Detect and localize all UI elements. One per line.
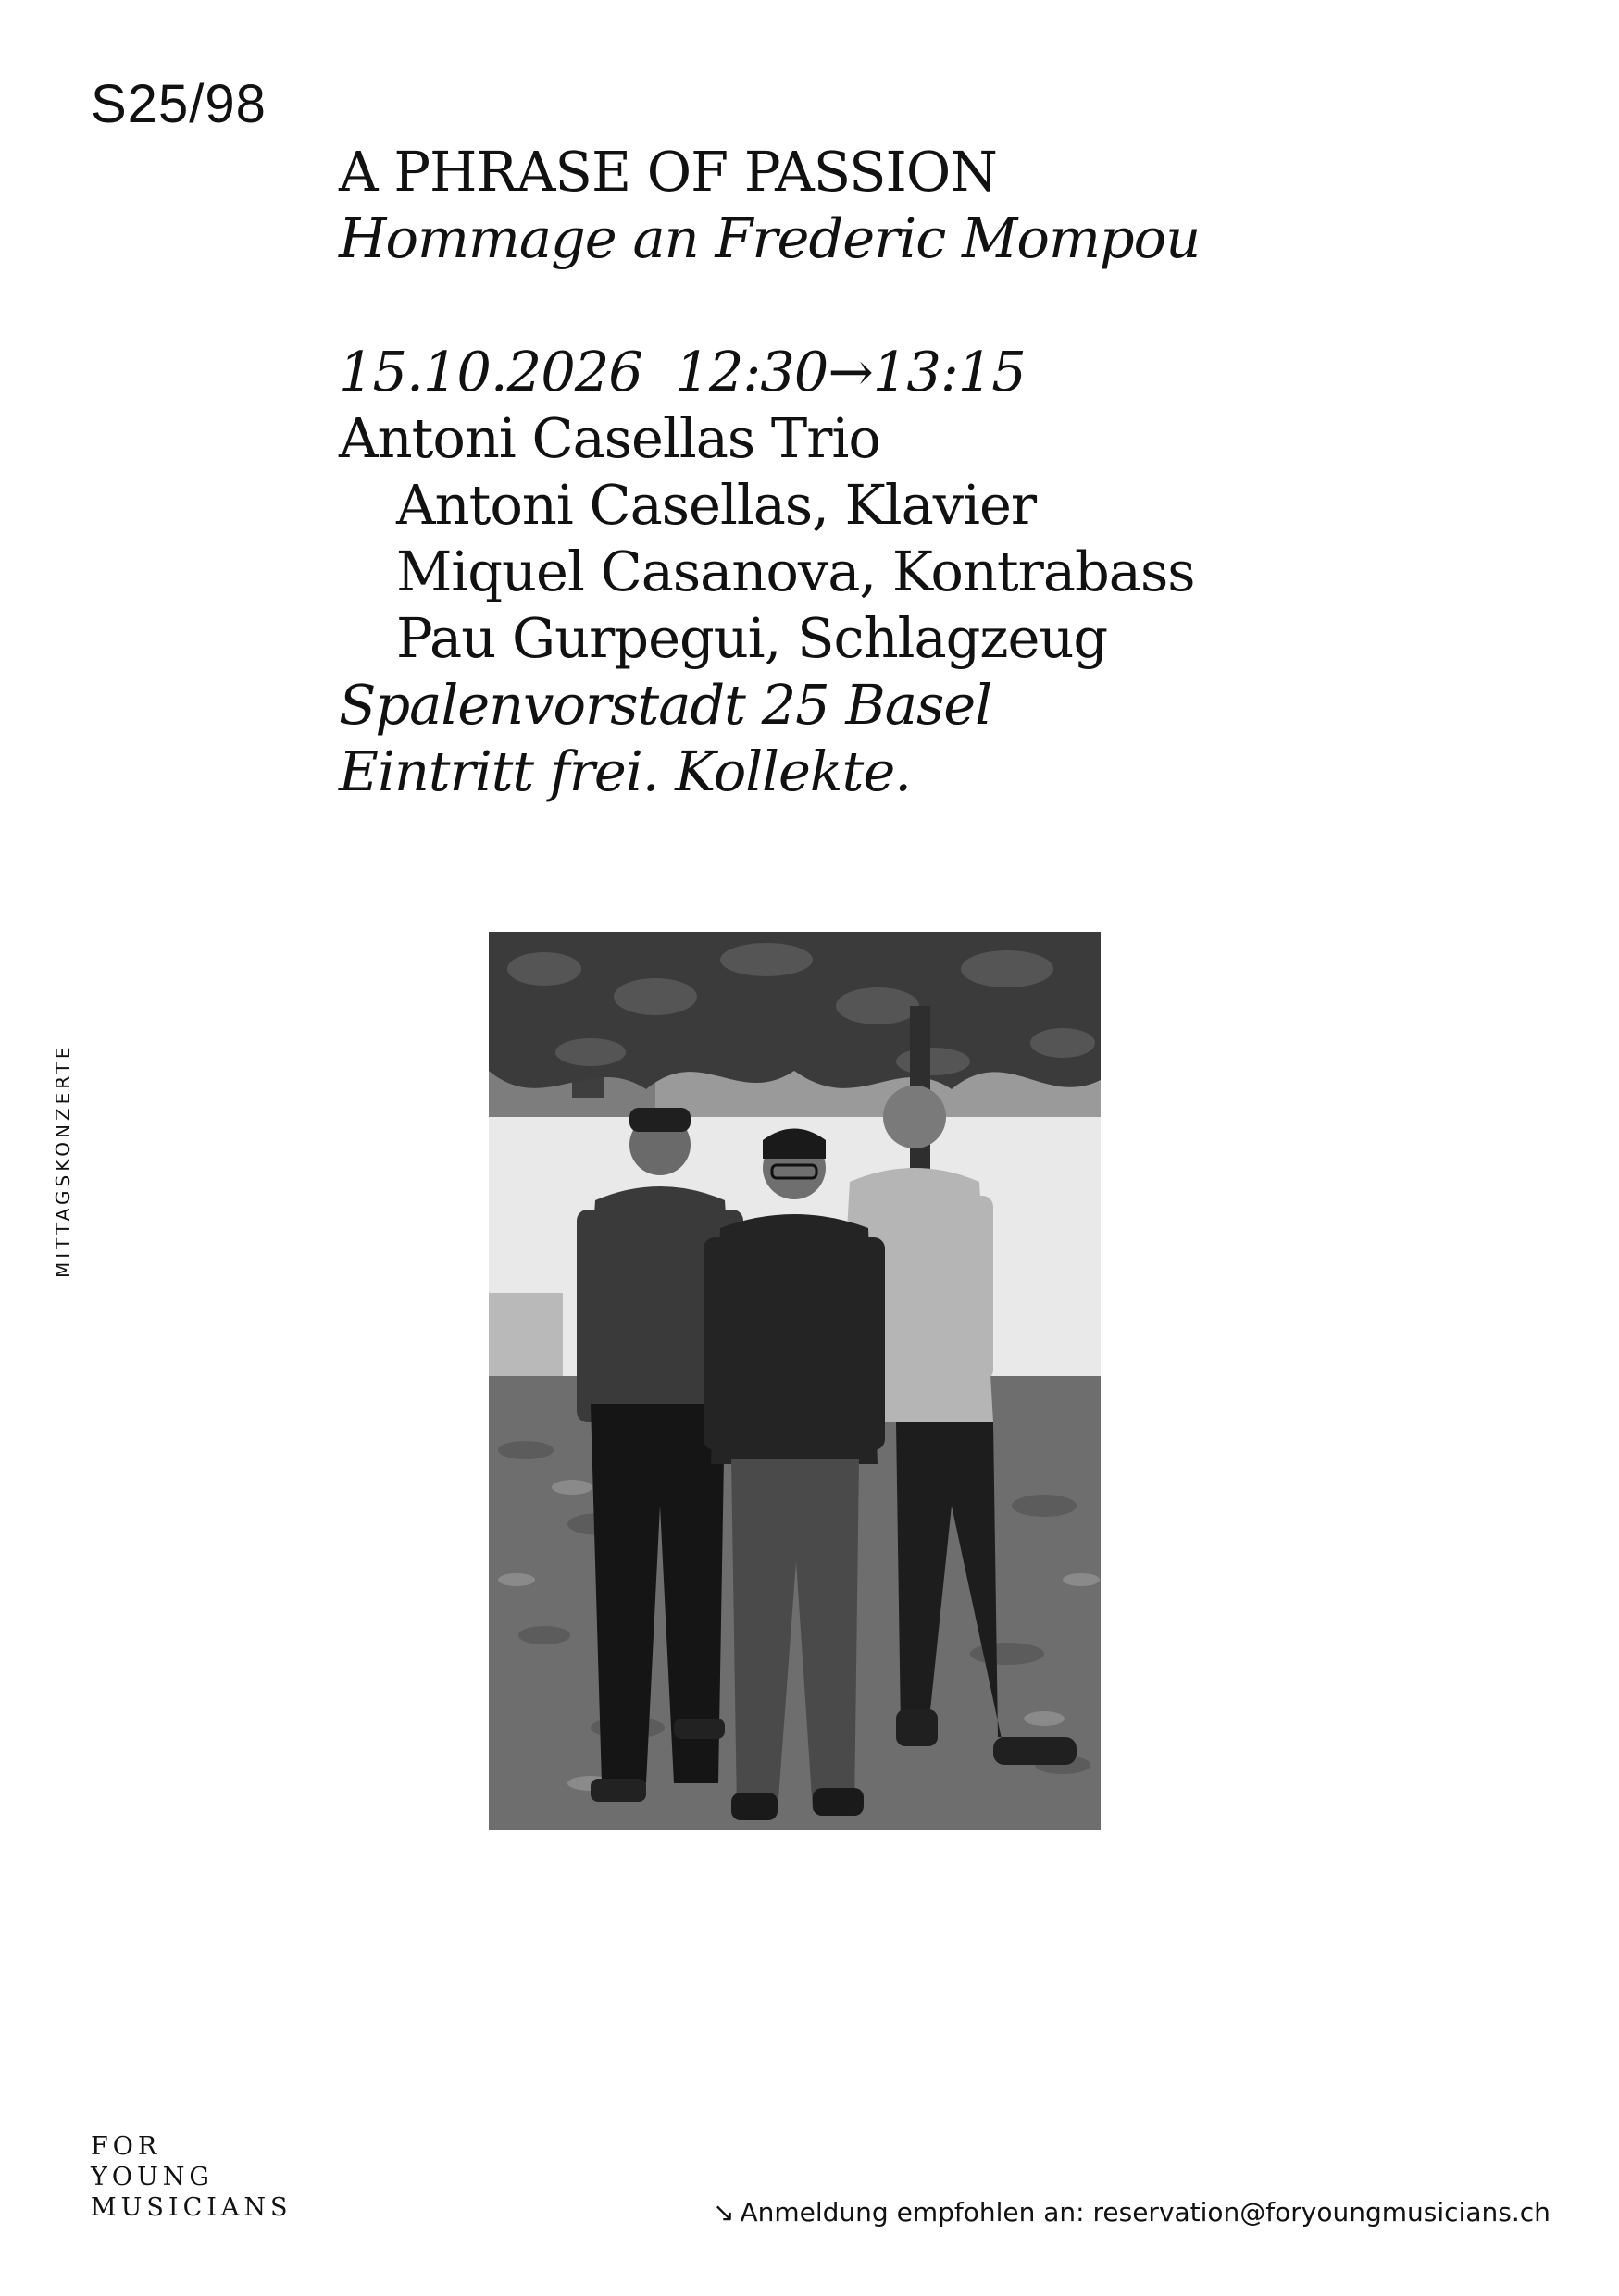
concert-subtitle: Hommage an Frederic Mompou <box>339 206 1201 270</box>
for-young-musicians-logo <box>91 2131 293 2223</box>
logo-line-2: YOUNG <box>91 2163 214 2191</box>
musician-2: Miquel Casanova, Kontrabass <box>396 540 1195 603</box>
concert-title: A PHRASE OF PASSION <box>339 140 997 204</box>
concert-datetime: 15.10.2026 12:30→13:15 <box>339 340 1026 403</box>
concert-info <box>339 139 1200 805</box>
admission: Eintritt frei. Kollekte. <box>339 739 912 803</box>
trio-photo <box>489 932 1101 1830</box>
reservation-text: Anmeldung empfohlen an: reservation@foryoungmusicians.ch <box>740 2197 1551 2228</box>
ensemble-name: Antoni Casellas Trio <box>339 406 880 470</box>
venue: Spalenvorstadt 25 Basel <box>339 673 992 737</box>
musician-3: Pau Gurpegui, Schlagzeug <box>396 606 1108 670</box>
spacer <box>339 272 1200 339</box>
musician-1: Antoni Casellas, Klavier <box>396 473 1037 537</box>
logo-line-3: MUSICIANS <box>91 2193 293 2222</box>
concert-code: S25/98 <box>91 74 267 134</box>
reservation-note <box>713 2197 1551 2228</box>
arrow-down-right-icon: ↘ <box>713 2197 735 2228</box>
series-label: MITTAGSKONZERTE <box>52 1043 74 1278</box>
logo-line-1: FOR <box>91 2132 162 2161</box>
